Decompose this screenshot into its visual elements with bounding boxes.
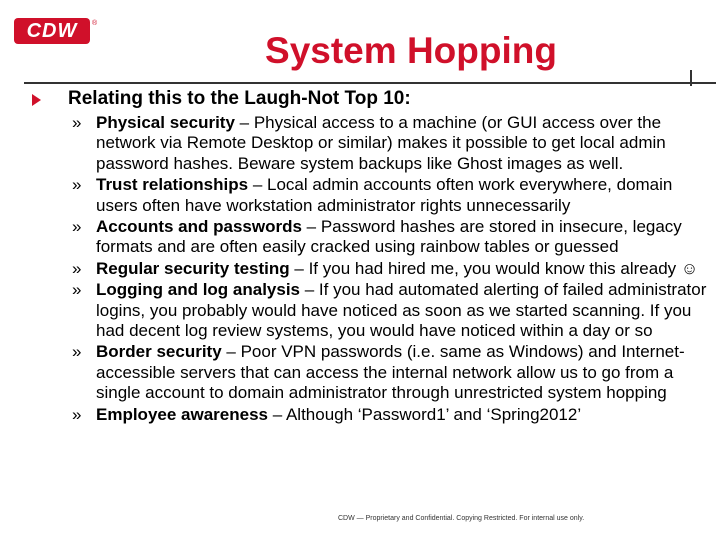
item-term: Logging and log analysis xyxy=(96,280,301,300)
chevron-bullet-icon: » xyxy=(72,342,82,362)
item-text: – If you had hired me, you would know this already ☺ xyxy=(289,258,699,278)
list-item xyxy=(66,342,710,403)
item-text: – Local admin accounts often work everywhere, domain users often have workstation administrator rights unnecessarily xyxy=(96,175,673,215)
chevron-bullet-icon: » xyxy=(72,258,82,278)
list-item xyxy=(66,175,710,216)
item-term: Accounts and passwords xyxy=(96,217,302,237)
sub-point-list xyxy=(66,113,710,426)
list-item xyxy=(66,217,710,258)
logo-registered-mark: ® xyxy=(92,20,98,27)
chevron-bullet-icon: » xyxy=(72,280,82,300)
footer-confidentiality-note: CDW — Proprietary and Confidential. Copying Restricted. For internal use only. xyxy=(338,515,585,522)
triangle-bullet-icon xyxy=(32,94,41,106)
item-term: Physical security xyxy=(96,113,235,132)
item-text: – Password hashes are stored in insecure, legacy formats and are often easily cracked using rainbow tables or guessed xyxy=(96,217,682,257)
item-text: – Physical access to a machine (or GUI access over the network via Remote Desktop or similar) makes it possible to get local admin password hashes. Beware system backups like Ghost images as well. xyxy=(96,113,666,173)
chevron-bullet-icon: » xyxy=(72,404,82,424)
item-term: Trust relationships xyxy=(96,175,249,195)
item-text: – If you had automated alerting of failed administrator logins, you probably would have noticed as soon as we started scanning. If you had decent log review systems, you would have noticed within a day or so xyxy=(96,280,707,341)
item-term: Employee awareness xyxy=(96,404,268,424)
main-point: Relating this to the Laugh-Not Top 10: xyxy=(68,88,411,109)
slide-title: System Hopping xyxy=(265,30,557,71)
item-term: Regular security testing xyxy=(96,258,290,278)
chevron-bullet-icon: » xyxy=(72,217,82,237)
item-text: – Poor VPN passwords (i.e. same as Windows) and Internet-accessible servers that can access the internal network allow us to go from a single account to domain administrator through unrestricted system hopping xyxy=(96,342,685,403)
list-item xyxy=(66,280,710,341)
logo-text: CDW xyxy=(26,19,78,42)
item-text: – Although ‘Password1’ and ‘Spring2012’ xyxy=(267,404,582,424)
list-item xyxy=(66,405,710,425)
divider-end-mark xyxy=(690,70,692,86)
chevron-bullet-icon: » xyxy=(72,175,82,195)
item-term: Border security xyxy=(96,342,222,362)
list-item xyxy=(66,259,710,279)
title-divider xyxy=(24,82,716,84)
list-item xyxy=(66,113,710,174)
chevron-bullet-icon: » xyxy=(72,113,82,132)
